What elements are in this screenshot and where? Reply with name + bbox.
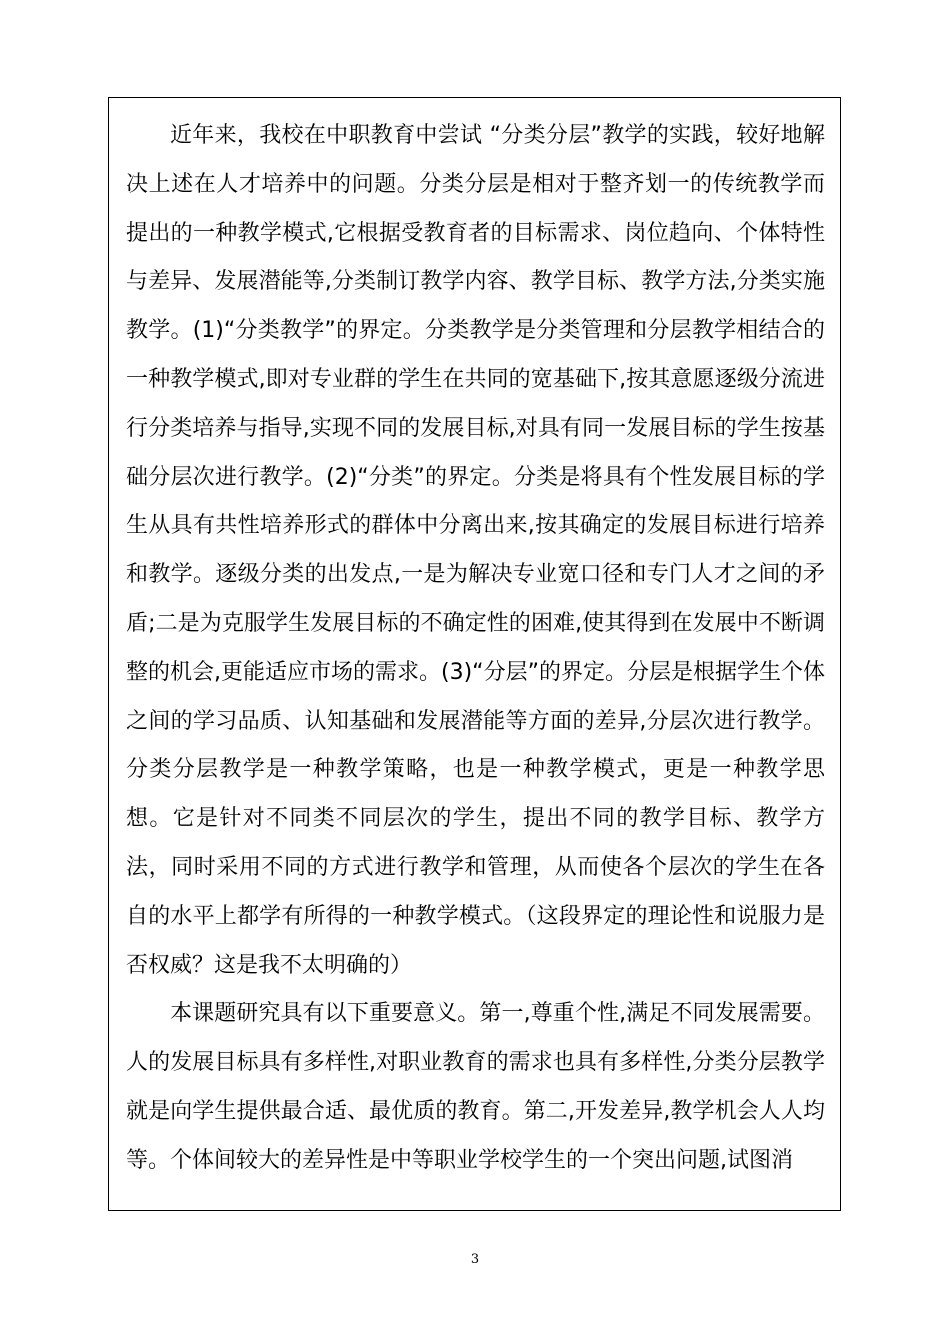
paragraph-significance: 本课题研究具有以下重要意义。第一,尊重个性,满足不同发展需要。人的发展目标具有多样性,对职业教育的需求也具有多样性,分类分层教学就是向学生提供最合适、最优质的教育。第二,开发差异,教学机会人人均等。个体间较大的差异性是中等职业学校学生的一个突出问题,试图消 xyxy=(126,1001,825,1173)
text-frame xyxy=(108,97,841,1211)
document-body xyxy=(126,112,825,1186)
paragraph-definition: 近年来，我校在中职教育中尝试 “分类分层”教学的实践，较好地解决上述在人才培养中的问题。分类分层是相对于整齐划一的传统教学而提出的一种教学模式,它根据受教育者的目标需求、岗位趋向、个体特性与差异、发展潜能等,分类制订教学内容、教学目标、教学方法,分类实施教学。(1)“分类教学”的界定。分类教学是分类管理和分层教学相结合的一种教学模式,即对专业群的学生在共同的宽基础下,按其意愿逐级分流进行分类培养与指导,实现不同的发展目标,对具有同一发展目标的学生按基础分层次进行教学。(2)“分类”的界定。分类是将具有个性发展目标的学生从具有共性培养形式的群体中分离出来,按其确定的发展目标进行培养和教学。逐级分类的出发点,一是为解决专业宽口径和专门人才之间的矛盾;二是为克服学生发展目标的不确定性的困难,使其得到在发展中不断调整的机会,更能适应市场的需求。(3)“分层”的界定。分层是根据学生个体之间的学习品质、认知基础和发展潜能等方面的差异,分层次进行教学。分类分层教学是一种教学策略，也是一种教学模式，更是一种教学思想。它是针对不同类不同层次的学生，提出不同的教学目标、教学方法，同时采用不同的方式进行教学和管理，从而使各个层次的学生在各自的水平上都学有所得的一种教学模式。（这段界定的理论性和说服力是否权威？这是我不太明确的） xyxy=(126,123,825,978)
page-number: 3 xyxy=(470,1252,480,1267)
